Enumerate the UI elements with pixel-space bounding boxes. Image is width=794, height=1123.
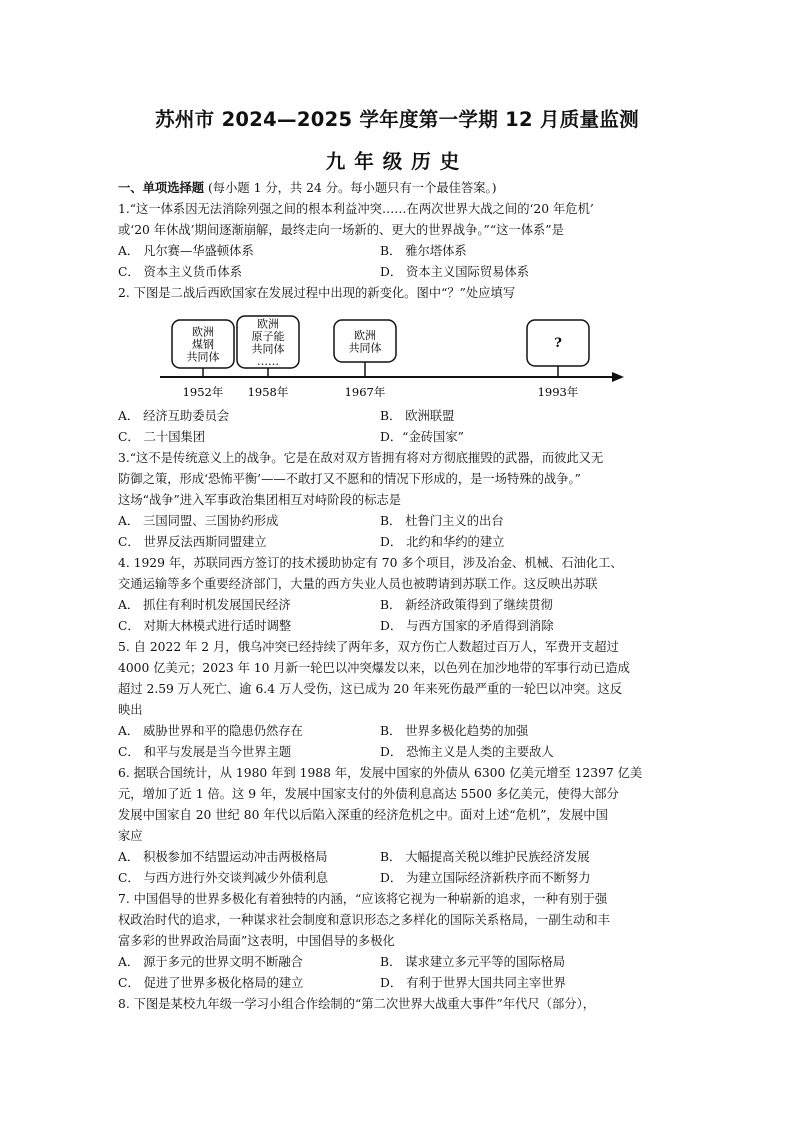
answer-option: A． 威胁世界和平的隐患仍然存在 — [118, 724, 303, 738]
question-text-line: 或‘20 年休战’期间逐渐崩解，最终走向一场新的、更大的世界战争。”“这一体系”是 — [118, 223, 564, 237]
options-row — [118, 532, 670, 553]
timeline-event-label: ? — [554, 336, 562, 351]
timeline-event-label: 原子能 — [251, 329, 285, 343]
question-text-line: 映出 — [118, 703, 143, 717]
question-8 — [118, 994, 670, 1015]
answer-option: D． 北约和华约的建立 — [380, 535, 505, 549]
question-text-line: 发展中国家自 20 世纪 80 年代以后陷入深重的经济危机之中。面对上述“危机”，发展中国 — [118, 808, 608, 822]
timeline-year-label: 1952年 — [182, 385, 224, 399]
answer-option: B． 大幅提高关税以维护民族经济发展 — [380, 850, 590, 864]
options-row — [118, 742, 670, 763]
timeline-arrow-icon — [612, 372, 624, 382]
options-row — [118, 868, 670, 889]
answer-option: D．“金砖国家” — [380, 430, 464, 444]
timeline-year-label: 1958年 — [247, 385, 289, 399]
answer-option: C． 促进了世界多极化格局的建立 — [118, 976, 304, 990]
answer-option: C． 资本主义货币体系 — [118, 265, 242, 279]
answer-option: B． 雅尔塔体系 — [380, 244, 467, 258]
timeline-event-label: 欧洲 — [192, 325, 214, 339]
options-row — [118, 952, 670, 973]
options-row — [118, 262, 670, 283]
answer-option: C． 对斯大林模式进行适时调整 — [118, 619, 292, 633]
answer-option: B． 谋求建立多元平等的国际格局 — [380, 955, 566, 969]
question-text-line: 2. 下图是二战后西欧国家在发展过程中出现的新变化。图中“？”处应填写 — [118, 286, 516, 300]
options-row — [118, 595, 670, 616]
answer-option: A． 经济互助委员会 — [118, 409, 230, 423]
answer-option: B． 新经济政策得到了继续贯彻 — [380, 598, 553, 612]
question-text-line: 超过 2.59 万人死亡、逾 6.4 万人受伤，这已成为 20 年来死伤最严重的一轮巴以冲突。这反 — [118, 682, 623, 696]
question-text-line: 4000 亿美元；2023 年 10 月新一轮巴以冲突爆发以来，以色列在加沙地带的军事行动已造成 — [118, 661, 630, 675]
section-title: 一、单项选择题 — [118, 181, 205, 195]
options-row — [118, 511, 670, 532]
question-text-line: 权政治时代的追求，一种谋求社会制度和意识形态之多样化的国际关系格局，一副生动和丰 — [118, 913, 610, 927]
answer-option: C． 和平与发展是当今世界主题 — [118, 745, 292, 759]
question-text-line: 防御之策，形成‘恐怖平衡’——不敢打又不愿和的情况下形成的，是一场特殊的战争。” — [118, 472, 581, 486]
options-row — [118, 241, 670, 262]
question-text-line: 元，增加了近 1 倍。这 9 年，发展中国家支付的外债利息高达 5500 多亿美元，使得大部分 — [118, 787, 619, 801]
answer-option: D． 恐怖主义是人类的主要敌人 — [380, 745, 554, 759]
answer-option: D． 为建立国际经济新秩序而不断努力 — [380, 871, 591, 885]
answer-option: A． 积极参加不结盟运动冲击两极格局 — [118, 850, 328, 864]
question-text-line: 6. 据联合国统计，从 1980 年到 1988 年，发展中国家的外债从 6300 亿美元增至 12397 亿美 — [118, 766, 643, 780]
options-row — [118, 616, 670, 637]
timeline-year-label: 1967年 — [344, 385, 386, 399]
exam-title: 苏州市 2024—2025 学年度第一学期 12 月质量监测 — [155, 108, 639, 131]
exam-body — [118, 178, 670, 1015]
question-3 — [118, 448, 670, 553]
question-text-line: 这场“战争”进入军事政治集团相互对峙阶段的标志是 — [118, 493, 402, 507]
options-row — [118, 973, 670, 994]
answer-option: B． 杜鲁门主义的出台 — [380, 514, 504, 528]
question-text-line: 5. 自 2022 年 2 月，俄乌冲突已经持续了两年多，双方伤亡人数超过百万人，军费开支超过 — [118, 640, 619, 654]
question-1 — [118, 199, 670, 283]
question-4 — [118, 553, 670, 637]
question-text-line: 8. 下图是某校九年级一学习小组合作绘制的“第二次世界大战重大事件”年代尺（部分）， — [118, 997, 596, 1011]
answer-option: A． 抓住有利时机发展国民经济 — [118, 598, 291, 612]
timeline-event-label: 煤钢 — [192, 338, 214, 351]
options-row — [118, 847, 670, 868]
options-row — [118, 427, 670, 448]
question-5 — [118, 637, 670, 763]
timeline-event-label: 共同体 — [251, 342, 285, 356]
timeline-year-label: 1993年 — [537, 385, 579, 399]
timeline-event-label: 共同体 — [186, 350, 220, 364]
question-text-line: 3.“这不是传统意义上的战争。它是在敌对双方皆拥有将对方彻底摧毁的武器，而彼此又无 — [118, 451, 604, 465]
question-2 — [118, 283, 670, 448]
answer-option: A． 凡尔赛—华盛顿体系 — [118, 244, 254, 258]
answer-option: C． 二十国集团 — [118, 430, 206, 444]
timeline-event-label: 共同体 — [348, 341, 382, 355]
section-heading — [118, 178, 670, 199]
question-6 — [118, 763, 670, 889]
options-row — [118, 721, 670, 742]
answer-option: C． 世界反法西斯同盟建立 — [118, 535, 267, 549]
question-list — [118, 199, 670, 1015]
timeline-event-label: 欧洲 — [257, 317, 279, 331]
answer-option: A． 源于多元的世界文明不断融合 — [118, 955, 303, 969]
section-note: (每小题 1 分，共 24 分。每小题只有一个最佳答案。) — [204, 181, 497, 195]
answer-option: D． 有利于世界大国共同主宰世界 — [380, 976, 566, 990]
exam-subject: 九年级历史 — [325, 150, 469, 173]
timeline-event-label: …… — [257, 354, 279, 368]
timeline-event-label: 欧洲 — [354, 328, 376, 342]
question-text-line: 7. 中国倡导的世界多极化有着独特的内涵，“应该将它视为一种崭新的追求，一种有别于强 — [118, 892, 608, 906]
question-text-line: 富多彩的世界政治局面”这表明，中国倡导的多极化 — [118, 934, 395, 948]
options-row — [118, 406, 670, 427]
answer-option: C． 与西方进行外交谈判减少外债利息 — [118, 871, 329, 885]
answer-option: A． 三国同盟、三国协约形成 — [118, 514, 279, 528]
question-text-line: 1.“这一体系因无法消除列强之间的根本利益冲突……在两次世界大战之间的‘20 年危机’ — [118, 202, 594, 216]
answer-option: B． 欧洲联盟 — [380, 409, 455, 423]
question-text-line: 家应 — [118, 829, 143, 843]
answer-option: D． 资本主义国际贸易体系 — [380, 265, 530, 279]
timeline-svg — [118, 306, 670, 406]
answer-option: B． 世界多极化趋势的加强 — [380, 724, 529, 738]
question-text-line: 4. 1929 年，苏联同西方签订的技术援助协定有 70 多个项目，涉及冶金、机械、石油化工、 — [118, 556, 623, 570]
question-7 — [118, 889, 670, 994]
timeline-figure — [118, 306, 670, 406]
answer-option: D． 与西方国家的矛盾得到消除 — [380, 619, 554, 633]
question-text-line: 交通运输等多个重要经济部门，大量的西方失业人员也被聘请到苏联工作。这反映出苏联 — [118, 577, 598, 591]
